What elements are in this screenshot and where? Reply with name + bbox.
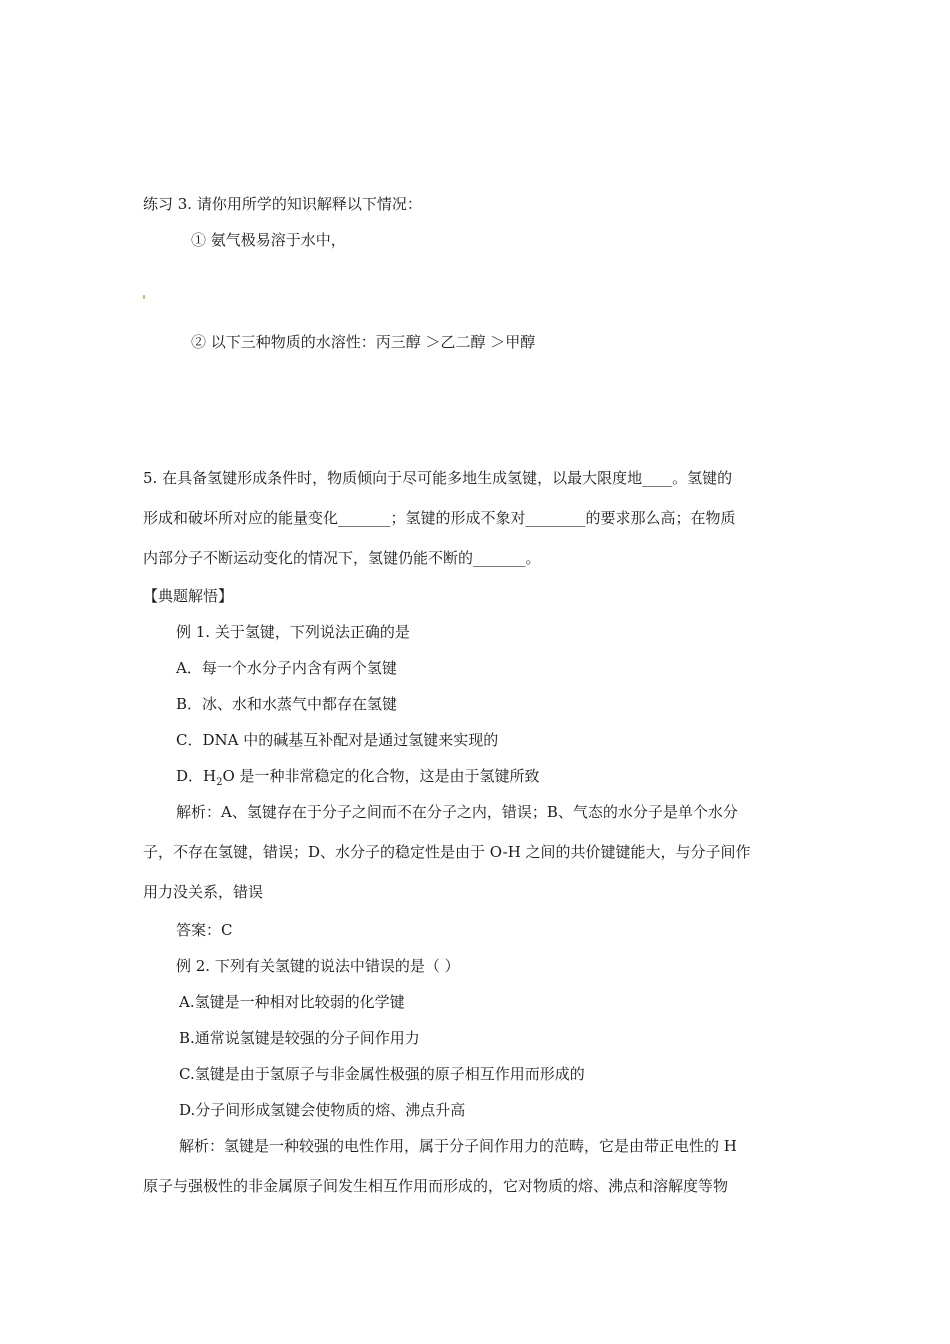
example1-analysis-line1: 解析：A、氢键存在于分子之间而不在分子之内，错误；B、气态的水分子是单个水分 (176, 803, 738, 821)
example1-option-d (176, 766, 540, 786)
example1-option-c: C．DNA 中的碱基互补配对是通过氢键来实现的 (176, 731, 499, 749)
example2-analysis-line1: 解析：氢键是一种较强的电性作用，属于分子间作用力的范畴，它是由带正电性的 H (179, 1137, 737, 1155)
example2-analysis-line2: 原子与强极性的非金属原子间发生相互作用而形成的，它对物质的熔、沸点和溶解度等物 (143, 1177, 729, 1195)
exercise3-item1: ① 氨气极易溶于水中， (191, 231, 346, 249)
margin-mark (143, 295, 145, 299)
example2-option-b: B.通常说氢键是较强的分子间作用力 (179, 1029, 420, 1047)
example1-option-a: A．每一个水分子内含有两个氢键 (176, 659, 397, 677)
exercise3-title: 练习 3. 请你用所学的知识解释以下情况： (143, 195, 422, 213)
q5-line3: 内部分子不断运动变化的情况下，氢键仍能不断的_______。 (143, 549, 541, 567)
example1-analysis-line2: 子，不存在氢键，错误；D、水分子的稳定性是由于 O-H 之间的共价键键能大，与分子间作 (143, 843, 751, 861)
example2-stem: 例 2. 下列有关氢键的说法中错误的是（ ） (176, 957, 460, 975)
exercise3-item2: ② 以下三种物质的水溶性：丙三醇 ＞乙二醇 ＞甲醇 (191, 333, 536, 351)
example2-option-c: C.氢键是由于氢原子与非金属性极强的原子相互作用而形成的 (179, 1065, 585, 1083)
example1-analysis-line3: 用力没关系，错误 (143, 883, 264, 901)
option-d-suffix: O 是一种非常稳定的化合物，这是由于氢键所致 (222, 767, 540, 785)
option-d-prefix: D．H (176, 767, 217, 785)
example1-answer: 答案：C (176, 921, 233, 939)
subscript-2: 2 (216, 777, 223, 788)
example1-option-b: B．冰、水和水蒸气中都存在氢键 (176, 695, 398, 713)
example2-option-d: D.分子间形成氢键会使物质的熔、沸点升高 (179, 1101, 466, 1119)
example2-option-a: A.氢键是一种相对比较弱的化学键 (179, 993, 405, 1011)
q5-line2: 形成和破坏所对应的能量变化_______；氢键的形成不象对________的要求那么高；在物质 (143, 509, 736, 527)
example1-stem: 例 1. 关于氢键，下列说法正确的是 (176, 623, 410, 641)
section-title: 【典题解悟】 (143, 587, 234, 605)
q5-line1: 5. 在具备氢键形成条件时，物质倾向于尽可能多地生成氢键，以最大限度地____。氢键的 (143, 469, 733, 487)
